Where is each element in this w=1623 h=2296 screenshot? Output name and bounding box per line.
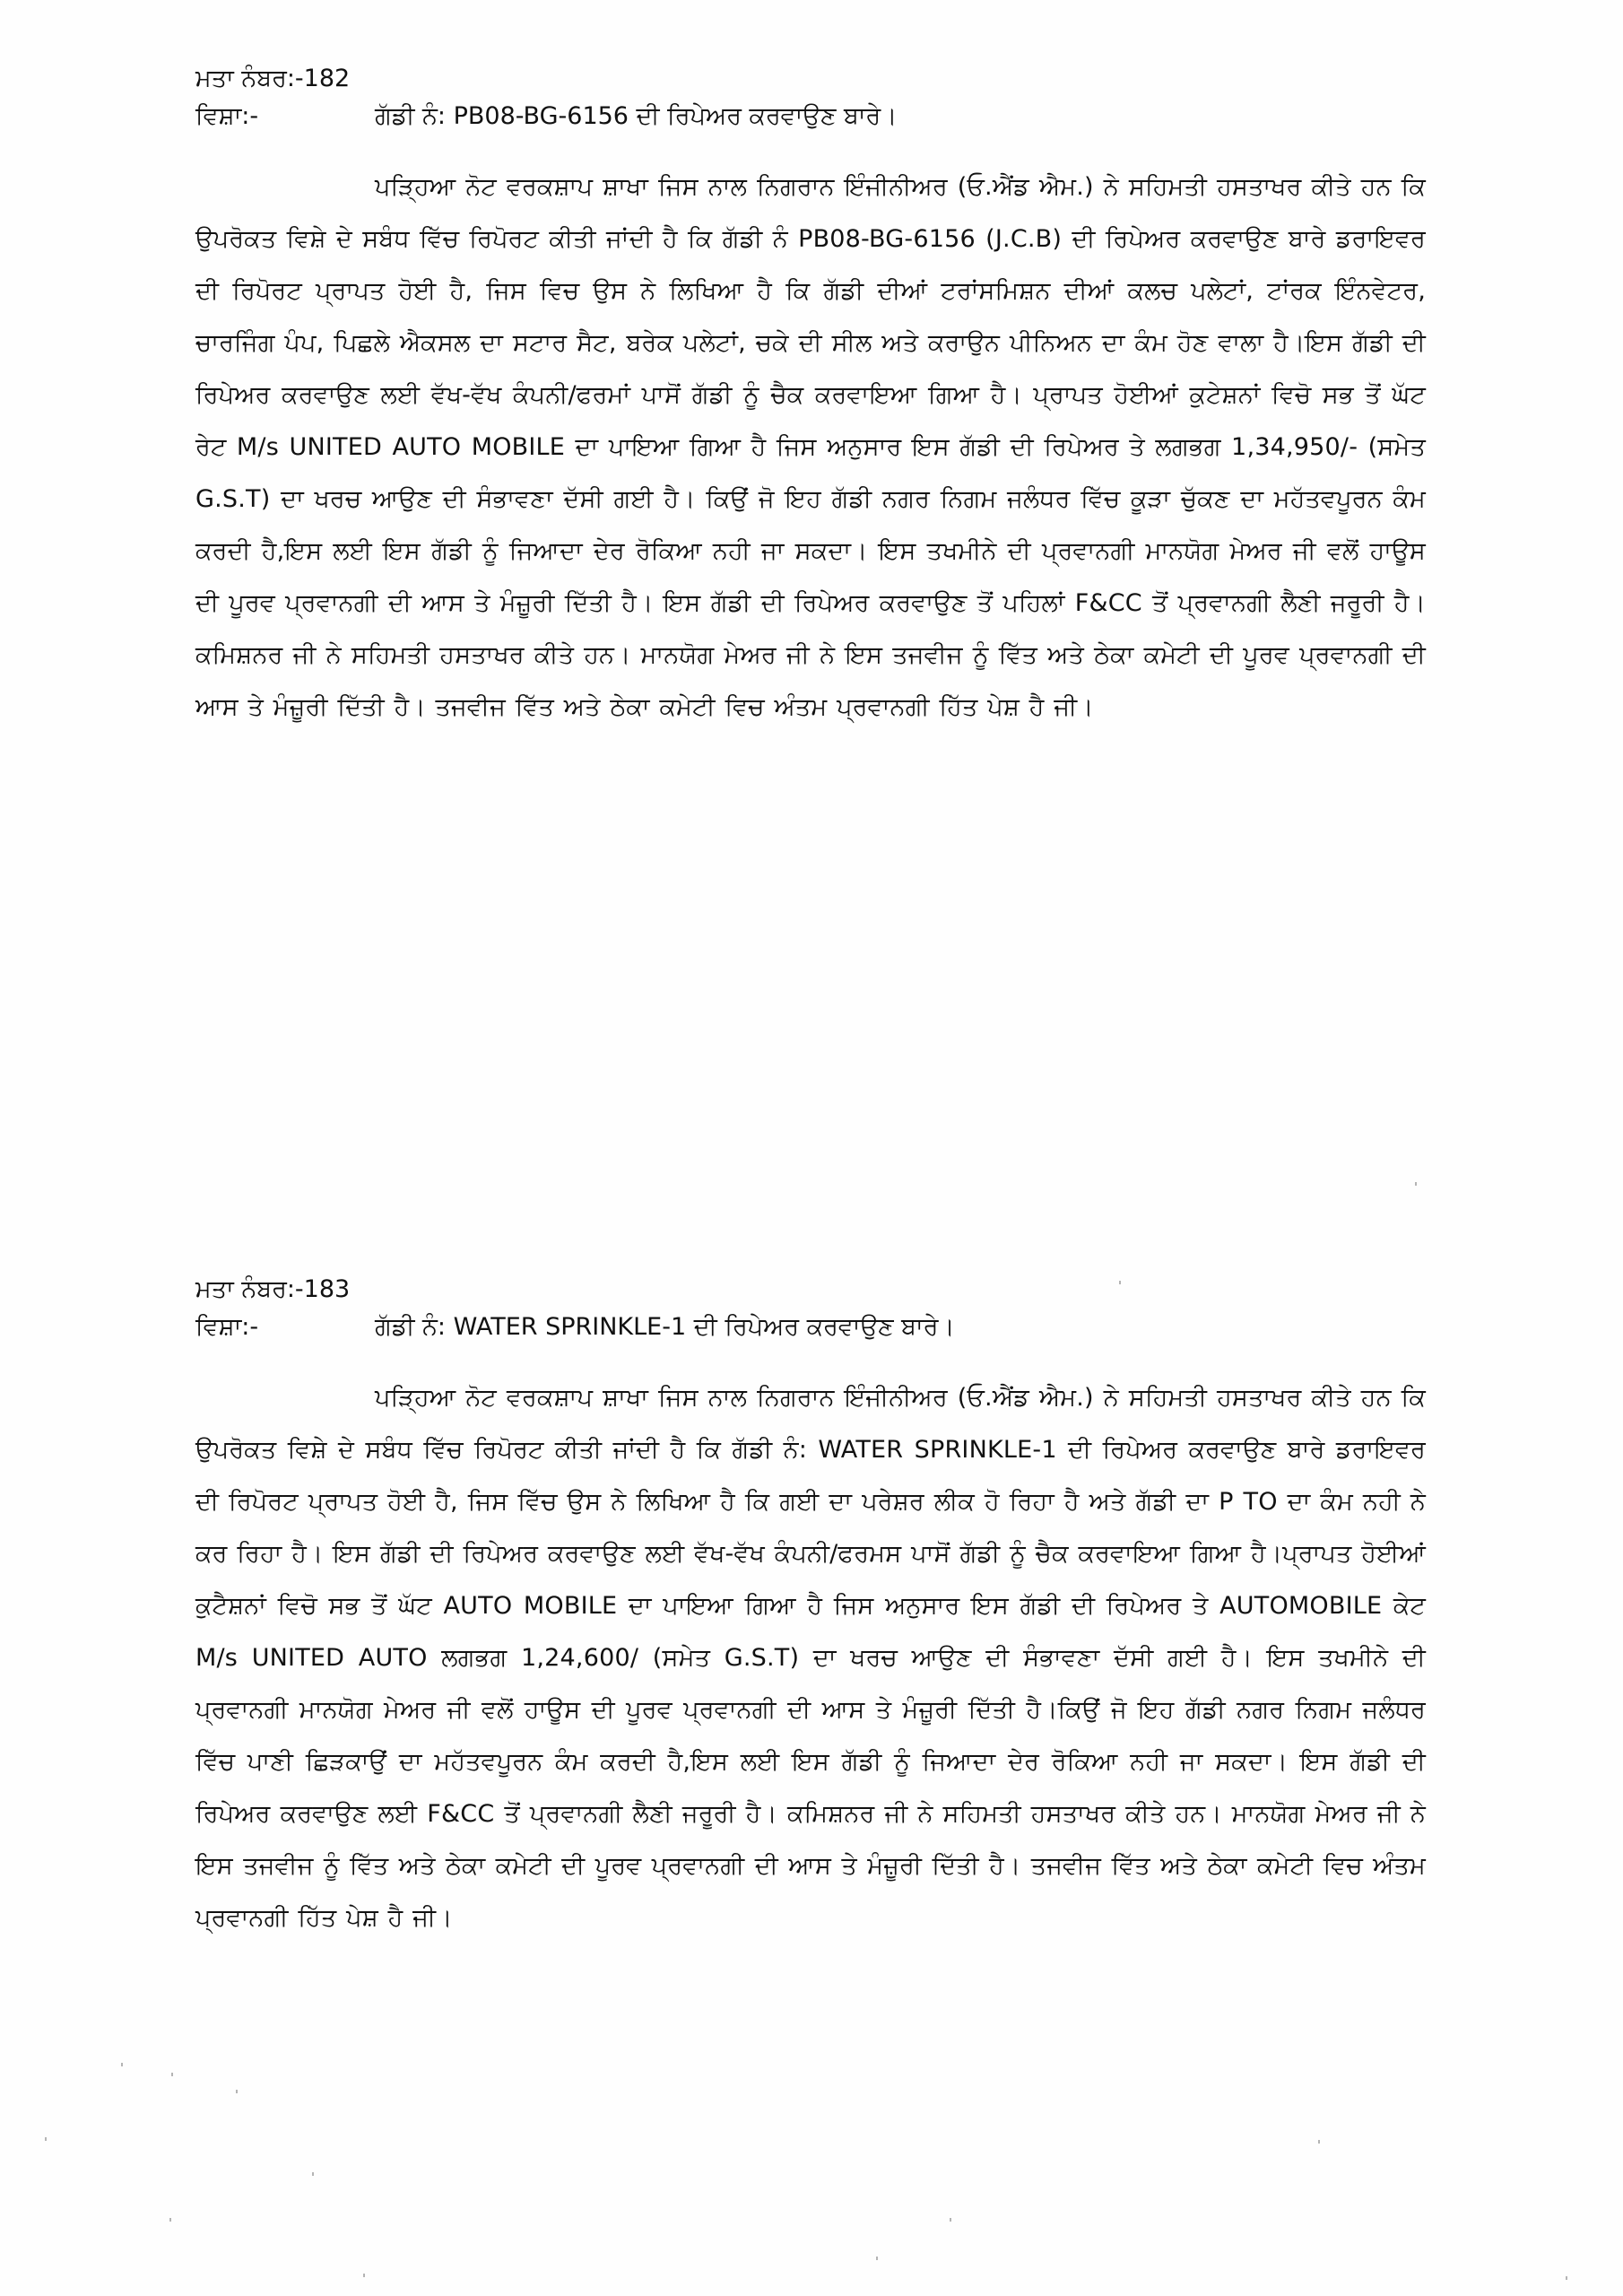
resolution-body: ਪੜ੍ਹਿਆ ਨੋਟ ਵਰਕਸ਼ਾਪ ਸ਼ਾਖਾ ਜਿਸ ਨਾਲ ਨਿਗਰਾਨ ਇੰਜੀਨੀਅਰ (ਓ.ਐਂਡ ਐਮ.) ਨੇ ਸਹਿਮਤੀ ਹਸਤਾਖਰ ਕੀਤੇ ਹਨ ਕਿ ਉਪਰੋਕਤ ਵਿਸ਼ੇ ਦੇ ਸਬੰਧ ਵਿੱਚ ਰਿਪੋਰਟ ਕੀਤੀ ਜਾਂਦੀ ਹੈ ਕਿ ਗੱਡੀ ਨੰ: WATER SPRINKLE-1 ਦੀ ਰਿਪੇਅਰ ਕਰਵਾਉਣ ਬਾਰੇ ਡਰਾਇਵਰ ਦੀ ਰਿਪੋਰਟ ਪ੍ਰਾਪਤ ਹੋਈ ਹੈ, ਜਿਸ ਵਿੱਚ ਉਸ ਨੇ ਲਿਖਿਆ ਹੈ ਕਿ ਗਈ ਦਾ ਪਰੇਸ਼ਰ ਲੀਕ ਹੋ ਰਿਹਾ ਹੈ ਅਤੇ ਗੱਡੀ ਦਾ P TO ਦਾ ਕੰਮ ਨਹੀ ਨੇ ਕਰ ਰਿਹਾ ਹੈ। ਇਸ ਗੱਡੀ ਦੀ ਰਿਪੇਅਰ ਕਰਵਾਉਣ ਲਈ ਵੱਖ-ਵੱਖ ਕੰਪਨੀ/ਫਰਮਸ ਪਾਸੋਂ ਗੱਡੀ ਨੂੰ ਚੈਕ ਕਰਵਾਇਆ ਗਿਆ ਹੈ।ਪ੍ਰਾਪਤ ਹੋਈਆਂ ਕੁਟੈਸ਼ਨਾਂ ਵਿਚੋ ਸਭ ਤੋਂ ਘੱਟ AUTO MOBILE ਦਾ ਪਾਇਆ ਗਿਆ ਹੈ ਜਿਸ ਅਨੁਸਾਰ ਇਸ ਗੱਡੀ ਦੀ ਰਿਪੇਅਰ ਤੇ AUTOMOBILE ਕੇਟ M/s UNITED AUTO ਲਗਭਗ 1,24,600/ (ਸਮੇਤ G.S.T) ਦਾ ਖਰਚ ਆਉਣ ਦੀ ਸੰਭਾਵਣਾ ਦੱਸੀ ਗਈ ਹੈ। ਇਸ ਤਖਮੀਨੇ ਦੀ ਪ੍ਰਵਾਨਗੀ ਮਾਨਯੋਗ ਮੇਅਰ ਜੀ ਵਲੋਂ ਹਾਊਸ ਦੀ ਪੂਰਵ ਪ੍ਰਵਾਨਗੀ ਦੀ ਆਸ ਤੇ ਮੰਜ਼ੂਰੀ ਦਿੱਤੀ ਹੈ।ਕਿਉਂ ਜੋ ਇਹ ਗੱਡੀ ਨਗਰ ਨਿਗਮ ਜਲੰਧਰ ਵਿੱਚ ਪਾਣੀ ਛਿੜਕਾਉਂ ਦਾ ਮਹੱਤਵਪੂਰਨ ਕੰਮ ਕਰਦੀ ਹੈ,ਇਸ ਲਈ ਇਸ ਗੱਡੀ ਨੂੰ ਜਿਆਦਾ ਦੇਰ ਰੋਕਿਆ ਨਹੀ ਜਾ ਸਕਦਾ। ਇਸ ਗੱਡੀ ਦੀ ਰਿਪੇਅਰ ਕਰਵਾਉਣ ਲਈ F&CC ਤੋਂ ਪ੍ਰਵਾਨਗੀ ਲੈਣੀ ਜਰੂਰੀ ਹੈ। ਕਮਿਸ਼ਨਰ ਜੀ ਨੇ ਸਹਿਮਤੀ ਹਸਤਾਖਰ ਕੀਤੇ ਹਨ। ਮਾਨਯੋਗ ਮੇਅਰ ਜੀ ਨੇ ਇਸ ਤਜਵੀਜ ਨੂੰ ਵਿੱਤ ਅਤੇ ਠੇਕਾ ਕਮੇਟੀ ਦੀ ਪੂਰਵ ਪ੍ਰਵਾਨਗੀ ਦੀ ਆਸ ਤੇ ਮੰਜ਼ੂਰੀ ਦਿੱਤੀ ਹੈ। ਤਜਵੀਜ ਵਿੱਤ ਅਤੇ ਠੇਕਾ ਕਮੇਟੀ ਵਿਚ ਅੰਤਮ ਪ੍ਰਵਾਨਗੀ ਹਿੱਤ ਪੇਸ਼ ਹੈ ਜੀ। [195, 1384, 1426, 1932]
scan-speck [1318, 2140, 1320, 2144]
resolution-number: ਮਤਾ ਨੰਬਰ:-183 [195, 1275, 351, 1303]
subject-label: ਵਿਸ਼ਾ:- [195, 102, 259, 130]
resolution-section-182 [195, 61, 1426, 758]
scan-speck [1566, 2276, 1567, 2280]
scan-speck [169, 2218, 171, 2222]
subject-text: ਗੱਡੀ ਨੰ: WATER SPRINKLE-1 ਦੀ ਰਿਪੇਅਰ ਕਰਵਾਉਣ ਬਾਰੇ। [375, 1313, 955, 1341]
scan-speck [45, 2137, 47, 2141]
scan-speck [312, 2172, 314, 2176]
subject-row [195, 1309, 1426, 1345]
resolution-number: ਮਤਾ ਨੰਬਰ:-182 [195, 65, 351, 92]
subject-label: ਵਿਸ਼ਾ:- [195, 1313, 259, 1341]
scan-speck [121, 2063, 123, 2066]
resolution-body: ਪੜ੍ਹਿਆ ਨੋਟ ਵਰਕਸ਼ਾਪ ਸ਼ਾਖਾ ਜਿਸ ਨਾਲ ਨਿਗਰਾਨ ਇੰਜੀਨੀਅਰ (ਓ.ਐਂਡ ਐਮ.) ਨੇ ਸਹਿਮਤੀ ਹਸਤਾਖਰ ਕੀਤੇ ਹਨ ਕਿ ਉਪਰੋਕਤ ਵਿਸ਼ੇ ਦੇ ਸਬੰਧ ਵਿੱਚ ਰਿਪੋਰਟ ਕੀਤੀ ਜਾਂਦੀ ਹੈ ਕਿ ਗੱਡੀ ਨੰ PB08-BG-6156 (J.C.B) ਦੀ ਰਿਪੇਅਰ ਕਰਵਾਉਣ ਬਾਰੇ ਡਰਾਇਵਰ ਦੀ ਰਿਪੋਰਟ ਪ੍ਰਾਪਤ ਹੋਈ ਹੈ, ਜਿਸ ਵਿਚ ਉਸ ਨੇ ਲਿਖਿਆ ਹੈ ਕਿ ਗੱਡੀ ਦੀਆਂ ਟਰਾਂਸਮਿਸ਼ਨ ਦੀਆਂ ਕਲਚ ਪਲੇਟਾਂ, ਟਾਂਰਕ ਇੰਨਵੇਟਰ, ਚਾਰਜਿੰਗ ਪੰਪ, ਪਿਛਲੇ ਐਕਸਲ ਦਾ ਸਟਾਰ ਸੈਟ, ਬਰੇਕ ਪਲੇਟਾਂ, ਚਕੇ ਦੀ ਸੀਲ ਅਤੇ ਕਰਾਉਨ ਪੀਨਿਅਨ ਦਾ ਕੰਮ ਹੋਣ ਵਾਲਾ ਹੈ।ਇਸ ਗੱਡੀ ਦੀ ਰਿਪੇਅਰ ਕਰਵਾਉਣ ਲਈ ਵੱਖ-ਵੱਖ ਕੰਪਨੀ/ਫਰਮਾਂ ਪਾਸੋਂ ਗੱਡੀ ਨੂੰ ਚੈਕ ਕਰਵਾਇਆ ਗਿਆ ਹੈ। ਪ੍ਰਾਪਤ ਹੋਈਆਂ ਕੁਟੇਸ਼ਨਾਂ ਵਿਚੋ ਸਭ ਤੋਂ ਘੱਟ ਰੇਟ M/s UNITED AUTO MOBILE ਦਾ ਪਾਇਆ ਗਿਆ ਹੈ ਜਿਸ ਅਨੁਸਾਰ ਇਸ ਗੱਡੀ ਦੀ ਰਿਪੇਅਰ ਤੇ ਲਗਭਗ 1,34,950/- (ਸਮੇਤ G.S.T) ਦਾ ਖਰਚ ਆਉਣ ਦੀ ਸੰਭਾਵਣਾ ਦੱਸੀ ਗਈ ਹੈ। ਕਿਉਂ ਜੋ ਇਹ ਗੱਡੀ ਨਗਰ ਨਿਗਮ ਜਲੰਧਰ ਵਿੱਚ ਕੂੜਾ ਚੁੱਕਣ ਦਾ ਮਹੱਤਵਪੂਰਨ ਕੰਮ ਕਰਦੀ ਹੈ,ਇਸ ਲਈ ਇਸ ਗੱਡੀ ਨੂੰ ਜਿਆਦਾ ਦੇਰ ਰੋਕਿਆ ਨਹੀ ਜਾ ਸਕਦਾ। ਇਸ ਤਖਮੀਨੇ ਦੀ ਪ੍ਰਵਾਨਗੀ ਮਾਨਯੋਗ ਮੇਅਰ ਜੀ ਵਲੋਂ ਹਾਊਸ ਦੀ ਪੂਰਵ ਪ੍ਰਵਾਨਗੀ ਦੀ ਆਸ ਤੇ ਮੰਜ਼ੂਰੀ ਦਿੱਤੀ ਹੈ। ਇਸ ਗੱਡੀ ਦੀ ਰਿਪੇਅਰ ਕਰਵਾਉਣ ਤੋਂ ਪਹਿਲਾਂ F&CC ਤੋਂ ਪ੍ਰਵਾਨਗੀ ਲੈਣੀ ਜਰੂਰੀ ਹੈ। ਕਮਿਸ਼ਨਰ ਜੀ ਨੇ ਸਹਿਮਤੀ ਹਸਤਾਖਰ ਕੀਤੇ ਹਨ। ਮਾਨਯੋਗ ਮੇਅਰ ਜੀ ਨੇ ਇਸ ਤਜਵੀਜ ਨੂੰ ਵਿੱਤ ਅਤੇ ਠੇਕਾ ਕਮੇਟੀ ਦੀ ਪੂਰਵ ਪ੍ਰਵਾਨਗੀ ਦੀ ਆਸ ਤੇ ਮੰਜ਼ੂਰੀ ਦਿੱਤੀ ਹੈ। ਤਜਵੀਜ ਵਿੱਤ ਅਤੇ ਠੇਕਾ ਕਮੇਟੀ ਵਿਚ ਅੰਤਮ ਪ੍ਰਵਾਨਗੀ ਹਿੱਤ ਪੇਸ਼ ਹੈ ਜੀ। [195, 173, 1426, 721]
scan-speck [950, 2218, 951, 2222]
scan-speck [1119, 1281, 1121, 1284]
scan-speck [1415, 1182, 1417, 1186]
scan-speck [363, 2274, 365, 2277]
scan-speck [876, 2257, 878, 2260]
scan-speck [236, 2090, 238, 2093]
scan-speck [171, 2073, 173, 2076]
resolution-section-183 [195, 1272, 1426, 1969]
subject-text: ਗੱਡੀ ਨੰ: PB08-BG-6156 ਦੀ ਰਿਪੇਅਰ ਕਰਵਾਉਣ ਬਾਰੇ। [375, 102, 898, 130]
subject-row [195, 99, 1426, 135]
